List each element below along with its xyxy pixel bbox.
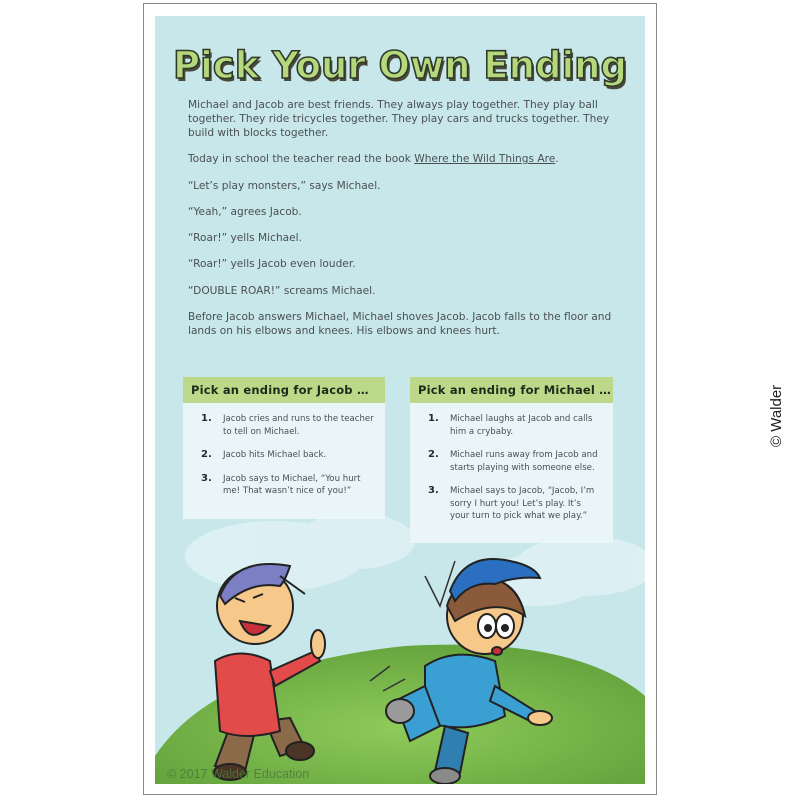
story-paragraph: “Roar!” yells Michael. [188,232,302,245]
side-watermark: © Walder [768,384,785,447]
item-number: 2. [201,449,212,460]
story-text [188,98,623,350]
book-title: Where the Wild Things Are [414,153,556,166]
story-paragraph: “Let’s play monsters,” says Michael. [188,179,381,192]
list-item [201,449,375,462]
item-text: Michael runs away from Jacob and starts playing with someone else. [450,450,598,473]
story-paragraph: “Yeah,” agrees Jacob. [188,205,302,218]
michael-endings-box [410,377,613,543]
story-paragraph [188,152,623,166]
copyright-text: © 2017 Walder Education [167,767,310,781]
item-number: 2. [428,449,439,460]
story-paragraph: “Roar!” yells Jacob even louder. [188,258,356,271]
poster [155,16,645,784]
michael-endings-heading: Pick an ending for Michael … [410,377,613,403]
item-text: Michael says to Jacob, “Jacob, I’m sorry I hurt you! Let’s play. It’s your turn to pick what we play.” [450,486,595,521]
item-number: 3. [201,472,212,484]
item-text: Jacob says to Michael, “You hurt me! That wasn’t nice of you!” [223,473,361,496]
list-item [428,485,603,523]
poster-title: Pick Your Own Ending [173,44,627,87]
list-item [428,413,603,438]
jacob-endings-box [183,377,385,519]
item-number: 1. [428,413,439,424]
item-text: Michael laughs at Jacob and calls him a crybaby. [450,414,593,437]
list-item [201,413,375,438]
jacob-endings-heading: Pick an ending for Jacob … [183,377,385,403]
list-item [428,449,603,474]
story-paragraph: “DOUBLE ROAR!” screams Michael. [188,284,376,297]
item-number: 3. [428,485,439,496]
jacob-endings-list [183,403,385,515]
story-paragraph: Michael and Jacob are best friends. They always play together. They play ball together. They ride tricycles together. They play cars and trucks together. They build with blocks together. [188,99,610,139]
item-number: 1. [201,413,212,424]
item-text: Jacob cries and runs to the teacher to tell on Michael. [223,414,374,437]
story-text-prefix: Today in school the teacher read the book [188,153,415,166]
list-item [201,473,375,498]
michael-endings-list [410,403,613,540]
story-paragraph: Before Jacob answers Michael, Michael shoves Jacob. Jacob falls to the floor and lands on his elbows and knees. His elbows and knees hurt. [188,311,612,338]
item-text: Jacob hits Michael back. [223,450,327,460]
story-text-suffix: . [555,153,559,166]
